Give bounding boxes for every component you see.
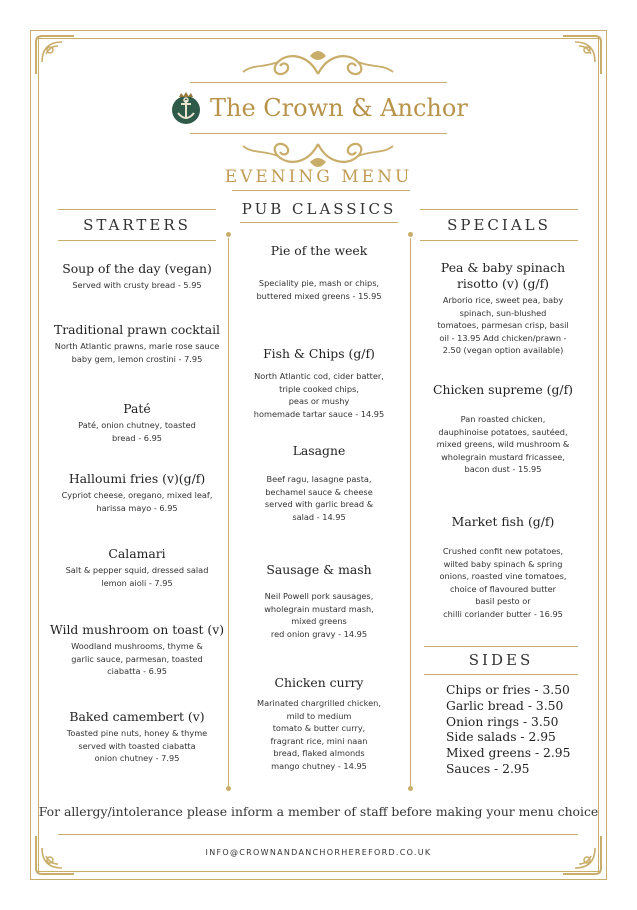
side-item: Mixed greens - 2.95	[446, 746, 571, 761]
item-name: Wild mushroom on toast (v)	[49, 622, 225, 637]
starters-column	[42, 0, 232, 800]
menu-title: EVENING MENU	[224, 167, 413, 187]
divider-dot	[408, 232, 413, 237]
menu-item	[42, 471, 232, 514]
item-name: Pie of the week	[270, 243, 368, 258]
side-item: Sauces - 2.95	[446, 761, 530, 776]
item-name: Sausage & mash	[266, 562, 372, 577]
footer-rule	[58, 834, 578, 835]
side-item: Onion rings - 3.50	[446, 714, 559, 729]
sides-heading-rule-bottom	[424, 674, 578, 675]
side-item: Chips or fries - 3.50	[446, 683, 570, 697]
menu-item	[414, 382, 592, 476]
item-description: North Atlantic prawns, marie rose sauce baby gem, lemon crostini - 7.95	[54, 341, 220, 364]
item-name: Market fish (g/f)	[451, 514, 555, 529]
item-name: Chicken curry	[274, 675, 364, 690]
menu-item	[232, 675, 406, 772]
menu-item	[232, 243, 406, 302]
menu-item	[414, 514, 592, 620]
item-name: Chicken supreme (g/f)	[432, 382, 574, 397]
item-name: Traditional prawn cocktail	[53, 322, 221, 337]
item-description: Beef ragu, lasagne pasta, bechamel sauce & cheese served with garlic bread & salad - 14.95	[264, 474, 374, 522]
menu-item	[414, 260, 592, 357]
item-name: Pea & baby spinach risotto (v) (g/f)	[440, 260, 566, 291]
item-description: Arborio rice, sweet pea, baby spinach, sun-blushed tomatoes, parmesan crisp, basil oil - 13.95 Add chicken/prawn - 2.50 (vegan option available)	[437, 295, 569, 355]
sides-heading-rule-top	[424, 646, 578, 647]
item-description: Marinated chargrilled chicken, mild to medium tomato & butter curry, fragrant rice, mini naan bread, flaked almonds mango chutney - 14.95	[257, 698, 381, 771]
menu-item	[42, 709, 232, 765]
item-name: Paté	[123, 401, 151, 416]
item-description: Toasted pine nuts, honey & thyme served with toasted ciabatta onion chutney - 7.95	[66, 728, 208, 763]
item-name: Soup of the day (vegan)	[62, 261, 212, 276]
allergy-notice: For allergy/intolerance please inform a member of staff before making your menu choice	[38, 804, 599, 819]
menu-item	[232, 346, 406, 420]
item-description: Salt & pepper squid, dressed salad lemon aioli - 7.95	[65, 565, 209, 588]
item-name: Lasagne	[292, 443, 346, 458]
item-name: Calamari	[108, 546, 166, 561]
item-description: Paté, onion chutney, toasted bread - 6.95	[78, 420, 196, 443]
item-description: North Atlantic cod, cider batter, triple cooked chips, peas or mushy homemade tartar sauce - 14.95	[253, 371, 385, 419]
item-name: Fish & Chips (g/f)	[263, 346, 375, 361]
sides-heading: SIDES	[468, 651, 534, 669]
specials-column	[414, 0, 592, 800]
menu-item	[42, 622, 232, 678]
specials-heading: SPECIALS	[447, 216, 551, 234]
contact-email: INFO@CROWNANDANCHORHEREFORD.CO.UK	[205, 848, 432, 857]
menu-item	[42, 401, 232, 444]
item-description: Cypriot cheese, oregano, mixed leaf, harissa mayo - 6.95	[61, 490, 213, 513]
item-description: Speciality pie, mash or chips, buttered mixed greens - 15.95	[256, 278, 382, 301]
item-description: Woodland mushrooms, thyme & garlic sauce, parmesan, toasted ciabatta - 6.95	[71, 641, 203, 676]
item-description: Neil Powell pork sausages, wholegrain mustard mash, mixed greens red onion gravy - 14.95	[264, 591, 374, 639]
menu-item	[42, 546, 232, 589]
pub-classics-column	[232, 0, 406, 800]
item-description: Crushed confit new potatoes, wilted baby spinach & spring onions, roasted vine tomatoes, choice of flavoured butter basil pesto or chilli coriander butter - 16.95	[439, 546, 567, 619]
pub-classics-heading: PUB CLASSICS	[241, 200, 397, 218]
item-description: Served with crusty bread - 5.95	[72, 280, 202, 290]
item-name: Halloumi fries (v)(g/f)	[68, 471, 206, 486]
side-item: Side salads - 2.95	[446, 730, 556, 745]
item-description: Pan roasted chicken, dauphinoise potatoes, sautéed, mixed greens, wild mushroom & wholegrain mustard fricassee, bacon dust - 15.95	[436, 414, 570, 474]
menu-item	[42, 261, 232, 292]
brand-name: The Crown & Anchor	[210, 94, 468, 122]
menu-item	[42, 322, 232, 365]
right-divider	[410, 238, 411, 786]
sides-list	[446, 683, 596, 778]
item-name: Baked camembert (v)	[69, 709, 205, 724]
divider-dot	[408, 786, 413, 791]
side-item: Garlic bread - 3.50	[446, 698, 564, 713]
menu-item	[232, 443, 406, 523]
menu-item	[232, 562, 406, 640]
starters-heading: STARTERS	[83, 216, 191, 234]
